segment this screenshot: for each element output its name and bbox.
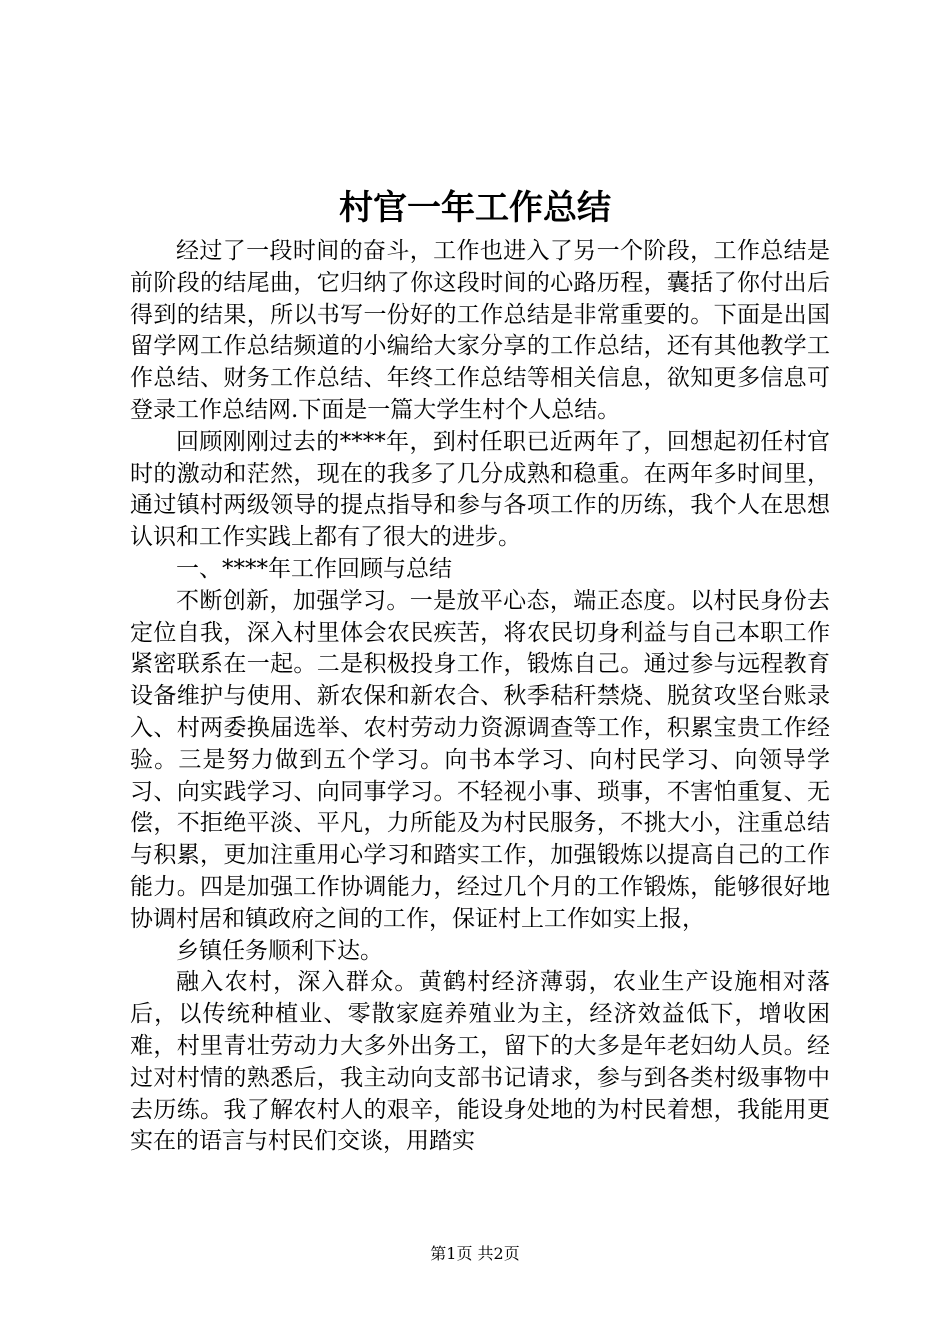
document-title: 村官一年工作总结 <box>339 188 611 228</box>
section-heading: 一、****年工作回顾与总结 <box>176 555 452 582</box>
paragraph-village: 融入农村，深入群众。黄鹤村经济薄弱，农业生产设施相对落后，以传统种植业、零散家庭养殖业为主，经济效益低下，增收困难，村里青壮劳动力大多外出务工，留下的大多是年老妇幼人员。经过对村情的熟悉后，我主动向支部书记请求，参与到各类村级事物中去历练。我了解农村人的艰辛，能设身处地的为村民着想，我能用更实在的语言与村民们交谈，用踏实 <box>130 969 830 1155</box>
paragraph-intro: 经过了一段时间的奋斗，工作也进入了另一个阶段，工作总结是前阶段的结尾曲，它归纳了你这段时间的心路历程，囊括了你付出后得到的结果，所以书写一份好的工作总结是非常重要的。下面是出国留学网工作总结频道的小编给大家分享的工作总结，还有其他教学工作总结、财务工作总结、年终工作总结等相关信息，欲知更多信息可登录工作总结网.下面是一篇大学生村个人总结。 <box>130 238 830 423</box>
paragraph-tasks: 乡镇任务顺利下达。 <box>176 937 383 964</box>
document-body <box>130 236 830 1158</box>
paragraph-review: 回顾刚刚过去的****年，到村任职已近两年了，回想起初任村官时的激动和茫然，现在的我多了几分成熟和稳重。在两年多时间里，通过镇村两级领导的提点指导和参与各项工作的历练，我个人在思想认识和工作实践上都有了很大的进步。 <box>130 428 830 551</box>
paragraph-learning: 不断创新，加强学习。一是放平心态，端正态度。以村民身份去定位自我，深入村里体会农民疾苦，将农民切身利益与自己本职工作紧密联系在一起。二是积极投身工作，锻炼自己。通过参与远程教育设备维护与使用、新农保和新农合、秋季秸秆禁烧、脱贫攻坚台账录入、村两委换届选举、农村劳动力资源调查等工作，积累宝贵工作经验。三是努力做到五个学习。向书本学习、向村民学习、向领导学习、向实践学习、向同事学习。不轻视小事、琐事，不害怕重复、无偿，不拒绝平淡、平凡，力所能及为村民服务，不挑大小，注重总结与积累，更加注重用心学习和踏实工作，加强锻炼以提高自己的工作能力。四是加强工作协调能力，经过几个月的工作锻炼，能够很好地协调村居和镇政府之间的工作，保证村上工作如实上报， <box>130 587 830 932</box>
page-footer: 第1页 共2页 <box>430 1244 520 1263</box>
